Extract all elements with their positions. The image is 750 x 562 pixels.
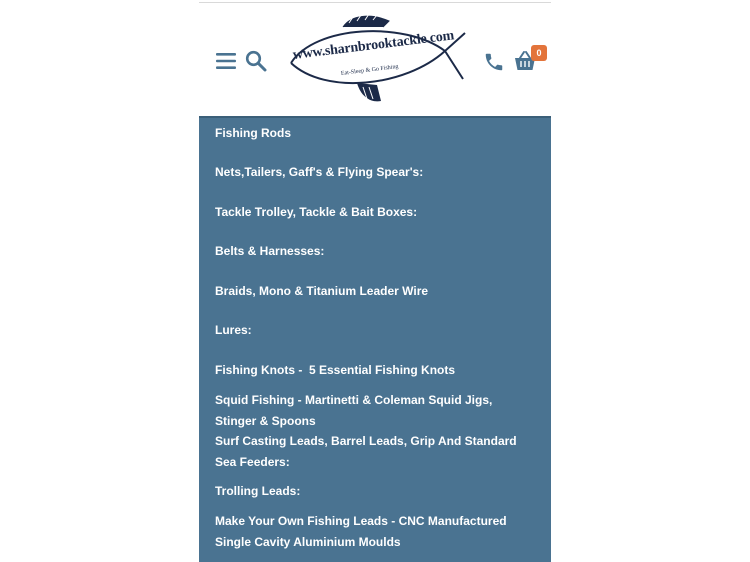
mobile-page — [199, 0, 551, 562]
menu-item-surf-casting-leads[interactable]: Surf Casting Leads, Barrel Leads, Grip And Standard Sea Feeders: — [215, 434, 520, 469]
logo-tagline: Eat-Sleep & Go Fishing — [340, 63, 399, 77]
menu-item-lures[interactable]: Lures: — [215, 323, 252, 337]
menu-item-belts-harnesses[interactable]: Belts & Harnesses: — [215, 244, 325, 258]
phone-icon[interactable] — [483, 51, 505, 73]
menu-item-nets-tailers[interactable]: Nets,Tailers, Gaff's & Flying Spear's: — [215, 165, 424, 179]
search-icon[interactable] — [245, 50, 267, 72]
category-menu — [199, 116, 551, 562]
hamburger-menu-icon[interactable] — [215, 50, 237, 72]
menu-item-tackle-trolley[interactable]: Tackle Trolley, Tackle & Bait Boxes: — [215, 205, 418, 219]
logo-url-text: www.sharnbrooktackle.com — [292, 28, 455, 63]
menu-item-fishing-knots[interactable]: Fishing Knots - 5 Essential Fishing Knots — [215, 363, 456, 377]
site-logo[interactable] — [285, 13, 467, 105]
menu-item-trolling-leads[interactable]: Trolling Leads: — [215, 484, 301, 498]
menu-item-lead-moulds[interactable]: Make Your Own Fishing Leads - CNC Manufactured Single Cavity Aluminium Moulds — [215, 514, 510, 549]
cart-count-badge: 0 — [531, 45, 547, 61]
site-header — [199, 3, 551, 116]
menu-item-squid-fishing[interactable]: Squid Fishing - Martinetti & Coleman Squid Jigs, Stinger & Spoons — [215, 393, 496, 428]
menu-item-fishing-rods[interactable]: Fishing Rods — [215, 126, 291, 140]
menu-item-braids-mono[interactable]: Braids, Mono & Titanium Leader Wire — [215, 284, 429, 298]
